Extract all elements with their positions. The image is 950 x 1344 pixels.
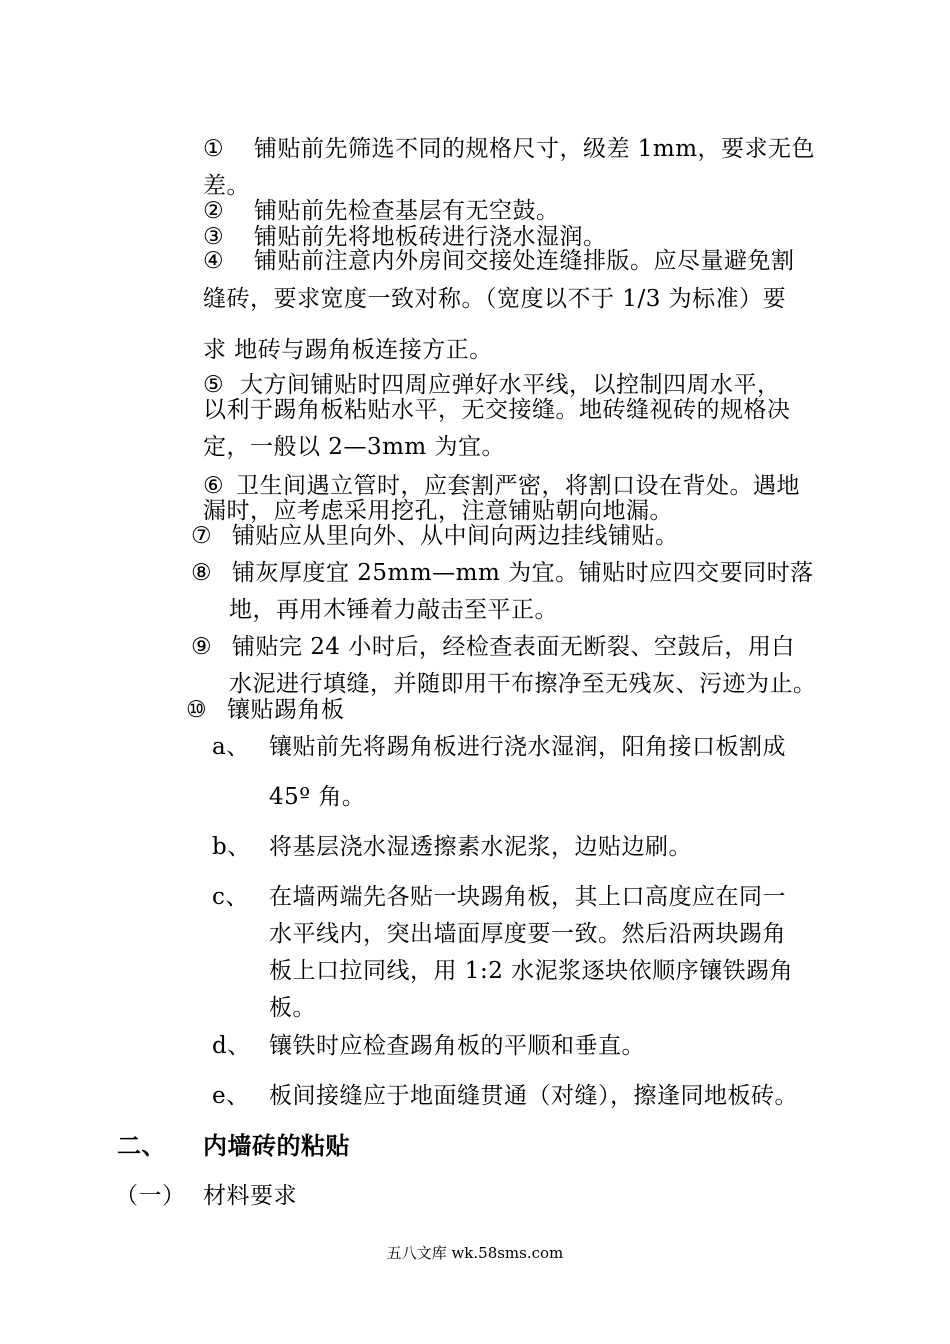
item-1-cont: 差。	[203, 173, 250, 199]
subitem-c-text: 在墙两端先各贴一块踢角板，其上口高度应在同一	[269, 884, 786, 910]
subitem-d-text: 镶铁时应检查踢角板的平顺和垂直。	[269, 1033, 645, 1059]
subitem-c-cont-3: 板。	[269, 995, 316, 1021]
section-2-title: 内墙砖的粘贴	[203, 1131, 350, 1160]
item-10-marker: ⑩	[186, 697, 208, 723]
subitem-c-marker: c、	[212, 884, 249, 910]
item-5-cont-1: 以利于踢角板粘贴水平，无交接缝。地砖缝视砖的规格决	[203, 397, 791, 423]
subitem-c-cont-1: 水平线内，突出墙面厚度要一致。然后沿两块踢角	[269, 921, 786, 947]
item-5-cont-2: 定，一般以 2—3mm 为宜。	[203, 434, 506, 460]
item-3-marker: ③	[203, 224, 225, 250]
item-10-text: 镶贴踢角板	[226, 697, 345, 723]
item-5-marker: ⑤	[203, 372, 225, 398]
section-2-marker: 二、	[117, 1131, 166, 1160]
subitem-c-cont-2: 板上口拉同线，用 1:2 水泥浆逐块依顺序镶铁踢角	[269, 958, 794, 984]
item-6-cont-1: 漏时，应考虑采用挖孔，注意铺贴朝向地漏。	[203, 498, 673, 524]
item-6-text: 卫生间遇立管时，应套割严密，将割口设在背处。遇地	[235, 473, 800, 499]
item-4-cont-2: 求 地砖与踢角板连接方正。	[203, 337, 493, 363]
subsection-1-title: 材料要求	[203, 1183, 297, 1209]
subitem-a-marker: a、	[212, 734, 250, 760]
subitem-b-marker: b、	[212, 834, 251, 860]
subitem-a-text: 镶贴前先将踢角板进行浇水湿润，阳角接口板割成	[269, 734, 786, 760]
item-8	[191, 558, 814, 588]
subitem-b-text: 将基层浇水湿透擦素水泥浆，边贴边刷。	[269, 834, 692, 860]
item-8-text: 铺灰厚度宜 25mm—mm 为宜。铺贴时应四交要同时落	[231, 560, 814, 586]
subitem-e-marker: e、	[212, 1083, 250, 1109]
item-4	[203, 246, 794, 276]
subitem-d-marker: d、	[212, 1033, 251, 1059]
item-10	[186, 695, 344, 725]
item-2-text: 铺贴前先检查基层有无空鼓。	[253, 198, 560, 224]
item-8-marker: ⑧	[191, 560, 213, 586]
item-1	[203, 134, 815, 164]
item-5-text: 大方间铺贴时四周应弹好水平线，以控制四周水平，	[239, 372, 781, 398]
item-9-cont-1: 水泥进行填缝，并随即用干布擦净至无残灰、污迹为止。	[229, 671, 817, 697]
item-7-marker: ⑦	[191, 523, 213, 549]
item-9	[191, 632, 795, 662]
footer-watermark: 五八文库 wk.58sms.com	[386, 1244, 564, 1262]
item-7-text: 铺贴应从里向外、从中间向两边挂线铺贴。	[231, 523, 679, 549]
subsection-1-marker: （一）	[115, 1183, 186, 1209]
item-9-text: 铺贴完 24 小时后，经检查表面无断裂、空鼓后，用白	[231, 634, 795, 660]
item-8-cont-1: 地，再用木锤着力敲击至平正。	[229, 597, 558, 623]
item-7	[191, 521, 678, 551]
item-1-text: 铺贴前先筛选不同的规格尺寸，级差 1mm，要求无色	[253, 136, 816, 162]
item-1-marker: ①	[203, 136, 225, 162]
item-9-marker: ⑨	[191, 634, 213, 660]
subitem-a-cont-1: 45º 角。	[269, 784, 366, 810]
subitem-e-text: 板间接缝应于地面缝贯通（对缝），擦逢同地板砖。	[269, 1083, 798, 1109]
item-4-text: 铺贴前注意内外房间交接处连缝排版。应尽量避免割	[253, 248, 795, 274]
item-2-marker: ②	[203, 198, 225, 224]
item-4-cont-1: 缝砖，要求宽度一致对称。（宽度以不于 1/3 为标准）要	[203, 286, 787, 312]
item-4-marker: ④	[203, 248, 225, 274]
item-3-text: 铺贴前先将地板砖进行浇水湿润。	[253, 224, 607, 250]
item-6-marker: ⑥	[203, 473, 225, 499]
